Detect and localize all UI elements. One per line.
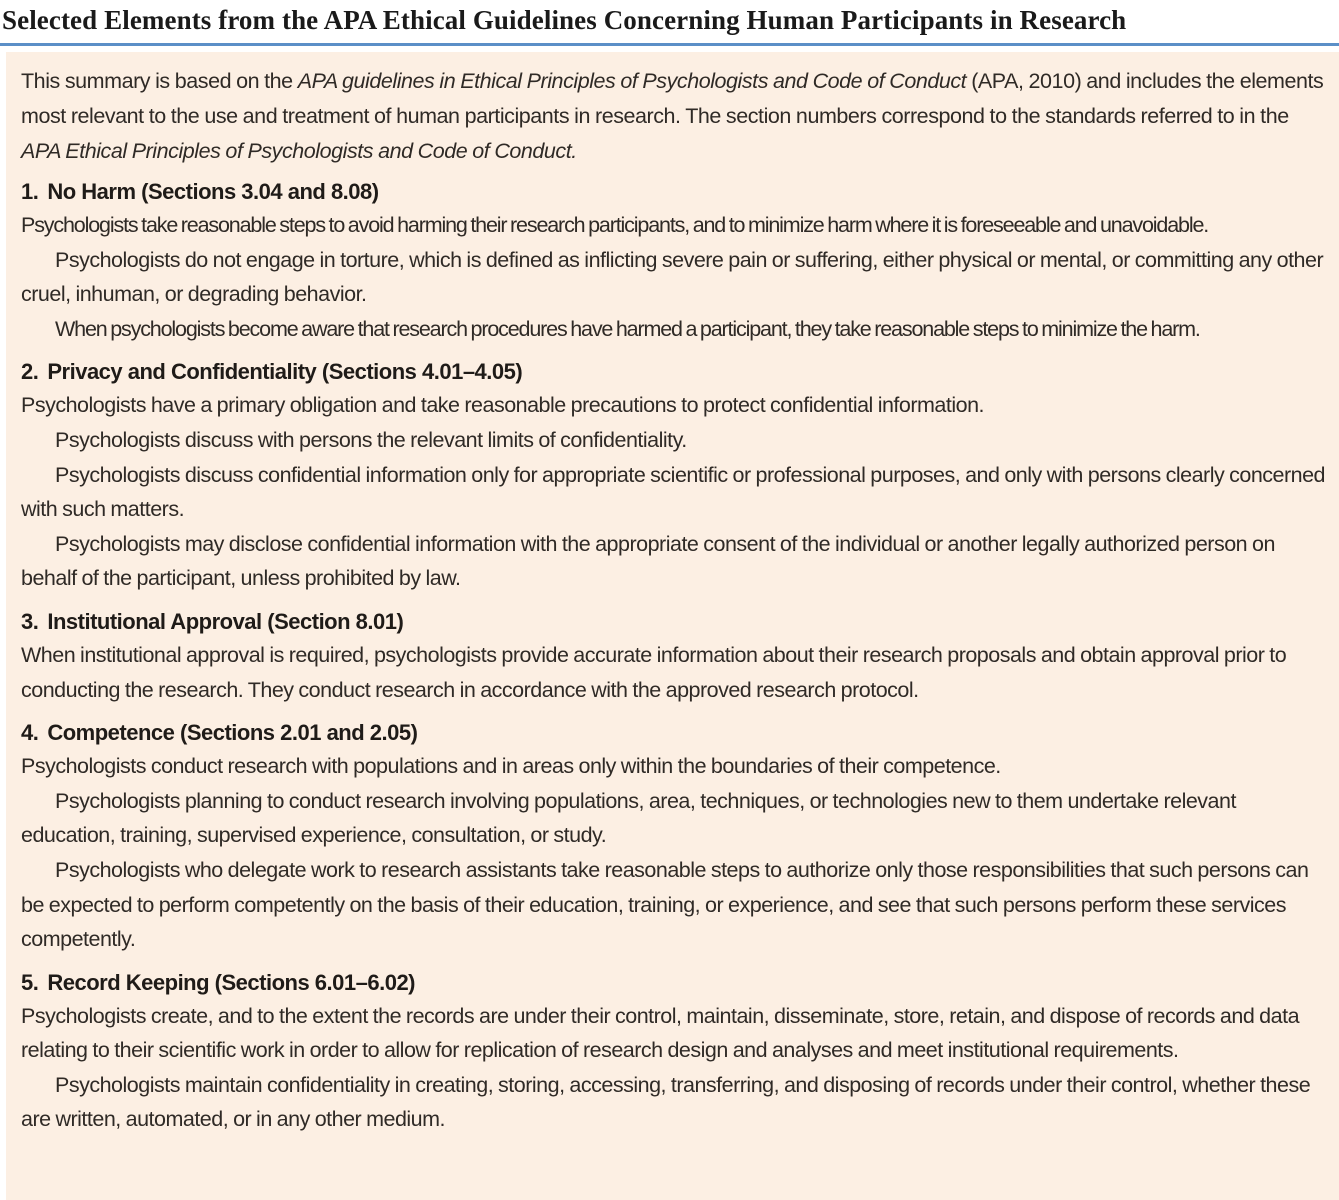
- section-paragraph: Psychologists maintain confidentiality in creating, storing, accessing, transferring, and disposing of records under their control, whether these are written, automated, or in any other medium.: [21, 1072, 1311, 1132]
- section-privacy-confidentiality: [21, 355, 1325, 596]
- section-paragraph: Psychologists discuss confidential information only for appropriate scientific or professional purposes, and only with persons clearly concerned with such matters.: [21, 462, 1326, 522]
- section-paragraph: Psychologists discuss with persons the relevant limits of confidentiality.: [55, 427, 687, 452]
- section-heading: [21, 605, 1325, 638]
- section-institutional-approval: [21, 605, 1325, 707]
- section-title: No Harm (Sections 3.04 and 8.08): [47, 179, 379, 204]
- section-paragraph: When institutional approval is required, psychologists provide accurate information about their research proposals and obtain approval prior to conducting the research. They conduct research in accordance with the approved research protocol.: [21, 642, 1287, 702]
- section-heading: [21, 716, 1325, 749]
- intro-text-2: (APA, 2010) and includes the elements most relevant to the use and treatment of human participants in research. The section numbers correspond to the standards referred to in the: [21, 69, 1324, 128]
- page-title: Selected Elements from the APA Ethical Guidelines Concerning Human Participants in Research: [2, 5, 1127, 35]
- section-paragraph: Psychologists conduct research with populations and in areas only within the boundaries of their competence.: [21, 754, 1001, 779]
- section-heading: [21, 966, 1325, 999]
- section-title: Competence (Sections 2.01 and 2.05): [47, 720, 418, 746]
- title-bar: [0, 0, 1339, 46]
- section-heading: [21, 175, 1325, 208]
- section-competence: [21, 716, 1325, 957]
- section-paragraph: Psychologists planning to conduct research involving populations, area, techniques, or technologies new to them undertake relevant education, training, supervised experience, consultation, or study.: [21, 788, 1236, 848]
- intro-italic-title-1: APA guidelines in Ethical Principles of Psychologists and Code of Conduct: [297, 69, 967, 93]
- section-paragraph: Psychologists have a primary obligation and take reasonable precautions to protect confidential information.: [21, 393, 985, 418]
- section-record-keeping: [21, 966, 1325, 1137]
- intro-italic-title-2: APA Ethical Principles of Psychologists and Code of Conduct.: [21, 139, 577, 163]
- section-title: Privacy and Confidentiality (Sections 4.01–4.05): [47, 359, 523, 385]
- section-paragraph: Psychologists do not engage in torture, which is defined as inflicting severe pain or suffering, either physical or mental, or committing any other cruel, inhuman, or degrading behavior.: [21, 247, 1324, 307]
- section-number: 2.: [21, 359, 39, 385]
- guidelines-box: [6, 52, 1339, 1200]
- section-paragraph: Psychologists create, and to the extent the records are under their control, maintain, disseminate, store, retain, and dispose of records and data relating to their scientific work in order to allow for replication of research design and analyses and meet institutional requirements.: [21, 1003, 1300, 1063]
- section-no-harm: [21, 175, 1325, 346]
- section-number: 1.: [21, 179, 39, 204]
- section-number: 4.: [21, 720, 39, 746]
- section-paragraph: Psychologists take reasonable steps to avoid harming their research participants, and to minimize harm where it is foreseeable and unavoidable.: [21, 213, 1209, 237]
- section-heading: [21, 355, 1325, 388]
- section-paragraph: Psychologists may disclose confidential information with the appropriate consent of the individual or another legally authorized person on behalf of the participant, unless prohibited by law.: [21, 531, 1275, 591]
- section-number: 5.: [21, 969, 39, 995]
- section-number: 3.: [21, 608, 39, 634]
- section-title: Institutional Approval (Section 8.01): [47, 608, 404, 634]
- section-paragraph: Psychologists who delegate work to research assistants take reasonable steps to authorize only those responsibilities that such persons can be expected to perform competently on the basis of their education, training, or experience, and see that such persons perform these services competently.: [21, 857, 1309, 952]
- section-title: Record Keeping (Sections 6.01–6.02): [47, 969, 415, 995]
- section-paragraph: When psychologists become aware that research procedures have harmed a participant, they take reasonable steps to minimize the harm.: [55, 316, 1200, 341]
- intro-paragraph: [21, 64, 1325, 169]
- intro-text-1: This summary is based on the: [21, 69, 298, 93]
